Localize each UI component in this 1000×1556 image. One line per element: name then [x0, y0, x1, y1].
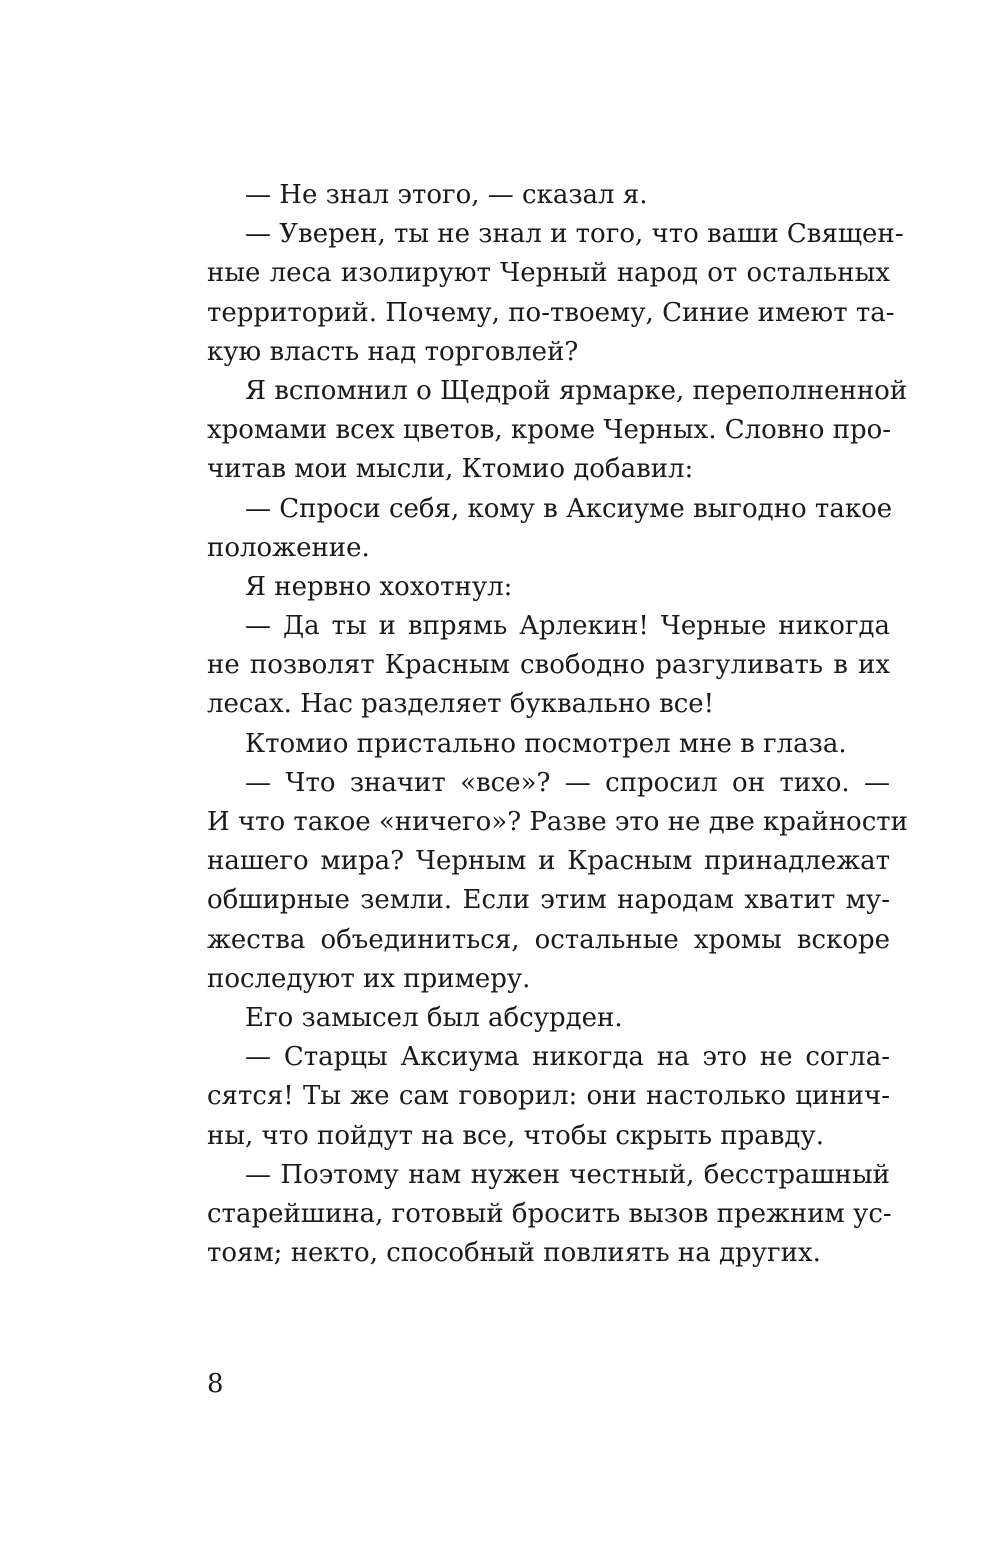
page-number: 8	[207, 1369, 224, 1399]
body-text	[207, 176, 908, 1273]
text-line: территорий. Почему, по-твоему, Синие имеют та-	[207, 297, 895, 328]
text-line: читав мои мысли, Ктомио добавил:	[207, 454, 694, 485]
text-line: ные леса изолируют Черный народ от остальных	[207, 258, 890, 289]
text-line: Его замысел был абсурден.	[245, 1002, 623, 1033]
text-line: положение.	[207, 532, 370, 563]
text-line: — Да ты и впрямь Арлекин! Черные никогда	[245, 611, 890, 642]
text-line: не позволят Красным свободно разгуливать в их	[207, 650, 890, 681]
text-line: ны, что пойдут на все, чтобы скрыть правду.	[207, 1120, 824, 1151]
text-line: — Уверен, ты не знал и того, что ваши Священ-	[245, 219, 904, 250]
text-line: — Поэтому нам нужен честный, бесстрашный	[245, 1159, 890, 1190]
text-line: лесах. Нас разделяет буквально все!	[207, 689, 715, 720]
text-line: сятся! Ты же сам говорил: они настолько цинич-	[207, 1081, 890, 1112]
text-line: жества объединиться, остальные хромы вскоре	[207, 924, 890, 955]
text-line: обширные земли. Если этим народам хватит му-	[207, 885, 890, 916]
text-line: кую власть над торговлей?	[207, 336, 579, 367]
text-line: — Что значит «все»? — спросил он тихо. —	[245, 767, 890, 798]
text-line: Я вспомнил о Щедрой ярмарке, переполненной	[245, 375, 908, 406]
text-line: Ктомио пристально посмотрел мне в глаза.	[245, 728, 847, 759]
text-line: старейшина, готовый бросить вызов прежним ус-	[207, 1198, 892, 1229]
text-line: последуют их примеру.	[207, 963, 531, 994]
text-line: — Спроси себя, кому в Аксиуме выгодно такое	[245, 493, 893, 524]
text-line: — Старцы Аксиума никогда на это не согла-	[245, 1042, 890, 1073]
text-line: тоям; некто, способный повлиять на других.	[207, 1238, 821, 1269]
text-line: И что такое «ничего»? Разве это не две крайности	[207, 807, 908, 837]
text-line: нашего мира? Черным и Красным принадлежат	[207, 846, 890, 877]
text-line: — Не знал этого, — сказал я.	[245, 180, 648, 210]
text-line: Я нервно хохотнул:	[245, 571, 513, 602]
text-line: хромами всех цветов, кроме Черных. Словно про-	[207, 415, 892, 446]
